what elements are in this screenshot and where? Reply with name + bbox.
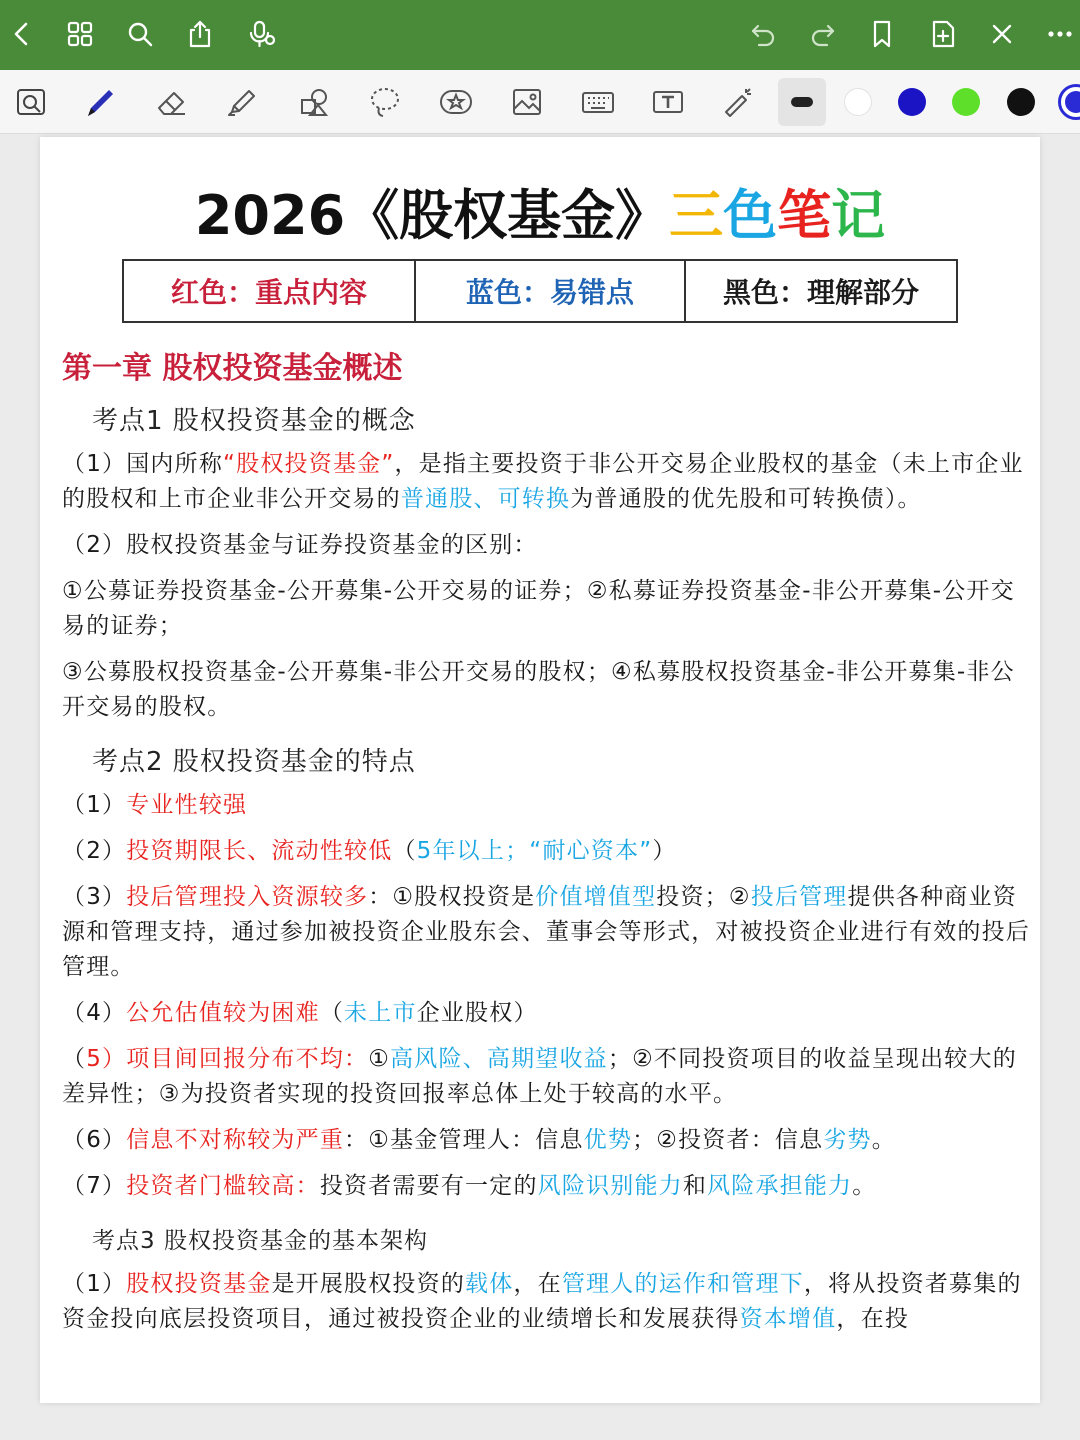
text-span: ① [368, 1046, 391, 1072]
shapes-icon[interactable] [292, 82, 336, 122]
sticker-icon[interactable] [434, 82, 478, 122]
text-span-blue: 高风险、高期望收益 [390, 1046, 608, 1072]
color-swatch-blue[interactable] [898, 88, 926, 116]
paragraph-concept-2: （2）股权投资基金与证券投资基金的区别： [62, 532, 538, 558]
color-swatch-green[interactable] [952, 88, 980, 116]
search-icon[interactable] [122, 16, 158, 52]
text-span-red: “股权投资基金” [223, 451, 395, 477]
text-span: ，在 [513, 1271, 562, 1297]
paragraph-concept-1 [62, 447, 1030, 517]
text-span-blue: 载体 [465, 1271, 514, 1297]
section-heading-3: 考点3 股权投资基金的基本架构 [92, 1228, 428, 1254]
text-span: 为普通股的优先股和可转换债）。 [570, 486, 922, 512]
text-span-red: 专业性较强 [126, 792, 248, 818]
legend-black [684, 261, 956, 321]
text-span-red: 信息不对称较为严重 [126, 1127, 345, 1153]
text-span: ，是指主要投资于非公开交易企业股权的基金（未上市企业的股权和上市企业非公开交易的 [62, 451, 1024, 512]
text-span: （6） [62, 1127, 127, 1153]
close-icon[interactable] [984, 16, 1020, 52]
title-char-3: 笔 [777, 184, 832, 247]
text-span-blue: 未上市 [344, 1000, 417, 1026]
text-span: ，将从投资者募集的资金投向底层投资项目，通过被投资企业的业绩增长和发展获得 [62, 1271, 1022, 1332]
text-span: 和 [682, 1173, 708, 1199]
text-span: （ [62, 1046, 87, 1072]
title-char-1: 三 [669, 184, 724, 247]
note-content [62, 343, 1030, 1348]
bookmark-icon[interactable] [864, 16, 900, 52]
chapter-heading: 第一章 股权投资基金概述 [62, 351, 403, 386]
note-page[interactable] [40, 137, 1040, 1403]
text-span: ，在投 [836, 1306, 910, 1332]
image-icon[interactable] [505, 82, 549, 122]
section-heading-2: 考点2 股权投资基金的特点 [92, 747, 416, 777]
legend-red [124, 261, 414, 321]
text-span: （ [392, 838, 417, 864]
text-span-blue: 优势 [583, 1127, 633, 1153]
more-icon[interactable] [1042, 16, 1078, 52]
structure-1 [62, 1267, 1030, 1337]
text-span: （ [319, 1000, 345, 1026]
back-icon[interactable] [4, 16, 40, 52]
text-span: ；②不同投资项目的收益呈现出较大的差异性；③为投资者实现的投资回报率总体上处于较高的水平。 [62, 1046, 1017, 1107]
highlighter-icon[interactable] [220, 82, 264, 122]
section-heading-1: 考点1 股权投资基金的概念 [92, 406, 416, 436]
text-span: 投资；② [656, 884, 751, 910]
legend-red-value: 重点内容 [255, 276, 368, 309]
undo-icon[interactable] [745, 16, 781, 52]
share-icon[interactable] [182, 16, 218, 52]
voice-icon[interactable] [244, 16, 280, 52]
text-span-red: 5）项目间回报分布不均： [86, 1046, 369, 1072]
text-span-blue: 普通股、可转换 [400, 486, 571, 512]
keyboard-icon[interactable] [576, 82, 620, 122]
note-title [40, 173, 1040, 250]
feature-2 [62, 834, 1030, 869]
text-span-blue: 风险承担能力 [707, 1173, 853, 1199]
grid-icon[interactable] [62, 16, 98, 52]
eraser-icon[interactable] [150, 82, 194, 122]
text-span-blue: 资本增值 [739, 1306, 837, 1332]
text-span: ：①股权投资是 [368, 884, 536, 910]
color-legend-table [122, 259, 958, 323]
lasso-icon[interactable] [363, 82, 407, 122]
text-span-blue: 管理人的运作和管理下 [561, 1271, 804, 1297]
text-span: （1） [62, 792, 127, 818]
text-span: ：①基金管理人：信息 [344, 1127, 584, 1153]
text-span: 。 [852, 1173, 877, 1199]
text-icon[interactable] [646, 82, 690, 122]
text-span: （7） [62, 1173, 127, 1199]
text-span-blue: 价值增值型 [535, 884, 657, 910]
title-char-4: 记 [831, 184, 886, 247]
feature-4 [62, 996, 1030, 1031]
paragraph-concept-3: ①公募证券投资基金-公开募集-公开交易的证券；②私募证券投资基金-非公开募集-公开交易的证券； [62, 578, 1015, 639]
text-span-blue: 劣势 [823, 1127, 872, 1153]
text-span-red: 投后管理投入资源较多 [126, 884, 369, 910]
top-app-bar [0, 0, 1080, 70]
text-span-blue: 5年以上；“耐心资本” [416, 838, 653, 864]
text-span: 是开展股权投资的 [271, 1271, 466, 1297]
pen-size-icon[interactable] [778, 78, 826, 126]
legend-black-key: 黑色： [722, 276, 807, 309]
add-page-icon[interactable] [925, 16, 961, 52]
text-span-red: 投资者门槛较高： [126, 1173, 320, 1199]
text-span: （1）国内所称 [62, 451, 224, 477]
text-span: 提供各种商业资源和管理支持，通过参加被投资企业股东会、董事会等形式，对被投资企业进行有效的投后管理。 [62, 884, 1030, 980]
text-span-red: 公允估值较为困难 [126, 1000, 320, 1026]
text-span: （4） [62, 1000, 127, 1026]
text-span: （1） [62, 1271, 127, 1297]
legend-blue-value: 易错点 [550, 276, 635, 309]
text-span-red: 股权投资基金 [126, 1271, 272, 1297]
text-span: 。 [871, 1127, 896, 1153]
color-swatch-black[interactable] [1007, 88, 1035, 116]
paragraph-concept-4: ③公募股权投资基金-公开募集-非公开交易的股权；④私募股权投资基金-非公开募集-非公开交易的股权。 [62, 659, 1015, 720]
feature-7 [62, 1169, 1030, 1204]
text-span: （2） [62, 838, 127, 864]
legend-blue-key: 蓝色： [465, 276, 550, 309]
text-span-blue: 风险识别能力 [537, 1173, 683, 1199]
feature-1 [62, 788, 1030, 823]
text-span-red: 投资期限长、流动性较低 [126, 838, 393, 864]
lasso-edit-icon[interactable] [10, 82, 54, 122]
text-span-blue: 投后管理 [750, 884, 848, 910]
color-swatch-white[interactable] [844, 88, 872, 116]
text-span: 企业股权） [416, 1000, 538, 1026]
legend-red-key: 红色： [170, 276, 255, 309]
title-char-2: 色 [723, 184, 778, 247]
legend-black-value: 理解部分 [807, 276, 920, 309]
title-prefix: 2026《股权基金》 [194, 184, 670, 247]
text-span: （3） [62, 884, 127, 910]
pen-icon[interactable] [78, 82, 122, 122]
redo-icon[interactable] [805, 16, 841, 52]
text-span: 投资者需要有一定的 [319, 1173, 538, 1199]
text-span: ） [652, 838, 677, 864]
feature-3 [62, 880, 1030, 985]
legend-blue [414, 261, 684, 321]
laser-pointer-icon[interactable] [716, 82, 760, 122]
feature-5 [62, 1042, 1030, 1112]
text-span: ；②投资者：信息 [632, 1127, 824, 1153]
feature-6 [62, 1123, 1030, 1158]
